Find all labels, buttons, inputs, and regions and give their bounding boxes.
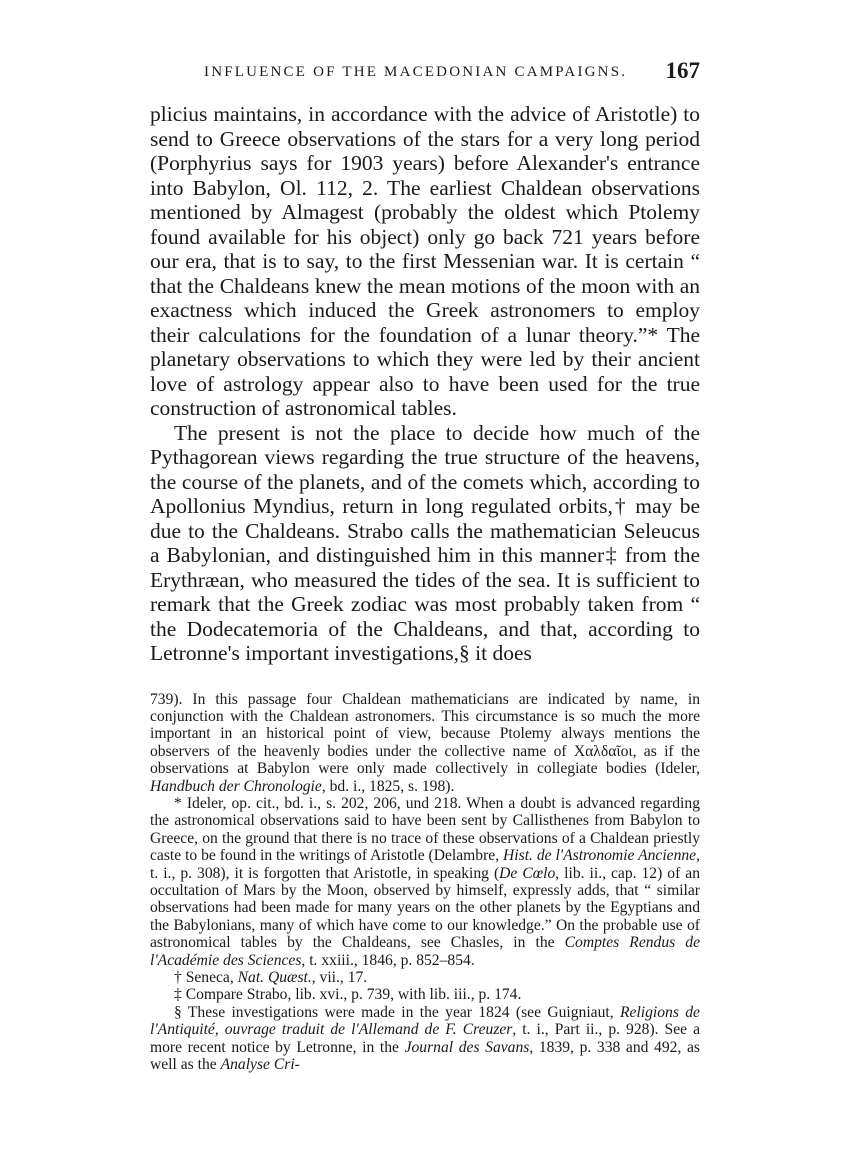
footnote-section: § These investigations were made in the year 1824 (see Guigniaut, Religions de l'Antiquité, ouvrage traduit de l'Allemand de F. Creuzer, t. i., Part ii., p. 928). See a more recent notice by Letronne, in the Journal des Savans, 1839, p. 338 and 492, as well as the Analyse Cri-	[150, 1003, 701, 1074]
running-title: INFLUENCE OF THE MACEDONIAN CAMPAIGNS.	[204, 64, 628, 80]
main-text	[150, 102, 700, 666]
body-paragraph: plicius maintains, in accordance with the advice of Aristotle) to send to Greece observations of the stars for a very long period (Porphyrius says for 1903 years) before Alexander's entrance into Babylon, Ol. 112, 2. The earliest Chaldean observations mentioned by Almagest (probably the oldest which Ptolemy found available for his object) only go back 721 years before our era, that is to say, to the first Messenian war. It is certain “ that the Chaldeans knew the mean motions of the moon with an exactness which induced the Greek astronomers to employ their calculations for the foundation of a lunar theory.”* The planetary observations to which they were led by their ancient love of astrology appear also to have been used for the true construction of astronomical tables.	[150, 102, 700, 420]
book-page	[150, 58, 700, 1073]
body-paragraph: The present is not the place to decide how much of the Pythagorean views regarding the true structure of the heavens, the course of the planets, and of the comets which, according to Apollonius Myndius, return in long regulated orbits,† may be due to the Chaldeans. Strabo calls the mathematician Seleucus a Babylonian, and distinguished him in this manner‡ from the Erythræan, who measured the tides of the sea. It is sufficient to remark that the Greek zodiac was most probably taken from “ the Dodecatemoria of the Chaldeans, and that, according to Letronne's important investigations,§ it does	[150, 420, 700, 665]
footnote-asterisk: * Ideler, op. cit., bd. i., s. 202, 206, und 218. When a doubt is advanced regarding the astronomical observations said to have been sent by Callisthenes from Babylon to Greece, on the ground that there is no trace of these observations of a Chaldean priestly caste to be found in the writings of Aristotle (Delambre, Hist. de l'Astronomie Ancienne, t. i., p. 308), it is forgotten that Aristotle, in speaking (De Cœlo, lib. ii., cap. 12) of an occultation of Mars by the Moon, observed by himself, expressly adds, that “ similar observations had been made for many years on the other planets by the Egyptians and the Babylonians, many of which have come to our knowledge.” On the probable use of astronomical tables by the Chaldeans, see Chasles, in the Comptes Rendus de l'Académie des Sciences, t. xxiii., 1846, p. 852–854.	[150, 794, 701, 969]
greek-term: Χαλδαῖοι	[573, 742, 633, 760]
page-number: 167	[665, 58, 700, 83]
page-header	[150, 58, 700, 94]
footnotes	[150, 691, 700, 1074]
footnote-dagger: † Seneca, Nat. Quæst., vii., 17.	[174, 969, 368, 986]
footnote-double-dagger: ‡ Compare Strabo, lib. xvi., p. 739, with lib. iii., p. 174.	[174, 986, 522, 1004]
footnote-continuation: 739). In this passage four Chaldean mathematicians are indicated by name, in conjunction with the Chaldean astronomers. This circumstance is so much the more important in an historical point of view, because Ptolemy always mentions the observers of the heavenly bodies under the collective name of Χαλδαῖοι, as if the observations at Babylon were only made collectively in collegiate bodies (Ideler, Handbuch der Chronologie, bd. i., 1825, s. 198).	[150, 690, 700, 795]
